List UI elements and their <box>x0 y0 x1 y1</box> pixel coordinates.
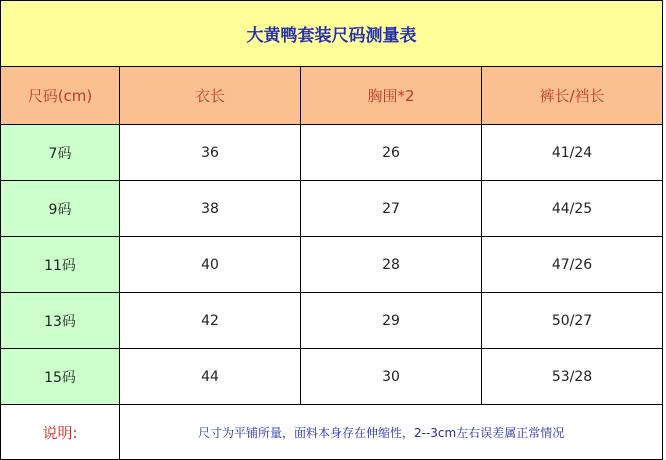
header-size: 尺码(cm) <box>0 67 120 125</box>
size-cell: 9码 <box>0 181 120 237</box>
header-chest: 胸围*2 <box>301 67 482 125</box>
length-cell: 42 <box>120 293 301 349</box>
chest-cell: 27 <box>301 181 482 237</box>
chest-cell: 30 <box>301 349 482 405</box>
table-row <box>0 125 666 181</box>
table-title: 大黄鸭套装尺码测量表 <box>0 0 663 67</box>
table-row <box>0 181 666 237</box>
size-cell: 15码 <box>0 349 120 405</box>
note-text: 尺寸为平铺所量，面料本身存在伸缩性，2--3cm左右误差属正常情况 <box>120 405 663 460</box>
header-pants: 裤长/裆长 <box>482 67 663 125</box>
length-cell: 40 <box>120 237 301 293</box>
size-cell: 11码 <box>0 237 120 293</box>
pants-cell: 44/25 <box>482 181 663 237</box>
table-row <box>0 237 666 293</box>
table-row <box>0 349 666 405</box>
chest-cell: 29 <box>301 293 482 349</box>
header-row <box>0 67 666 125</box>
pants-cell: 41/24 <box>482 125 663 181</box>
pants-cell: 53/28 <box>482 349 663 405</box>
length-cell: 44 <box>120 349 301 405</box>
length-cell: 36 <box>120 125 301 181</box>
chest-cell: 28 <box>301 237 482 293</box>
pants-cell: 50/27 <box>482 293 663 349</box>
table-row <box>0 293 666 349</box>
size-cell: 13码 <box>0 293 120 349</box>
pants-cell: 47/26 <box>482 237 663 293</box>
header-length: 衣长 <box>120 67 301 125</box>
note-label: 说明: <box>0 405 120 460</box>
note-row <box>0 405 666 460</box>
size-cell: 7码 <box>0 125 120 181</box>
chest-cell: 26 <box>301 125 482 181</box>
length-cell: 38 <box>120 181 301 237</box>
